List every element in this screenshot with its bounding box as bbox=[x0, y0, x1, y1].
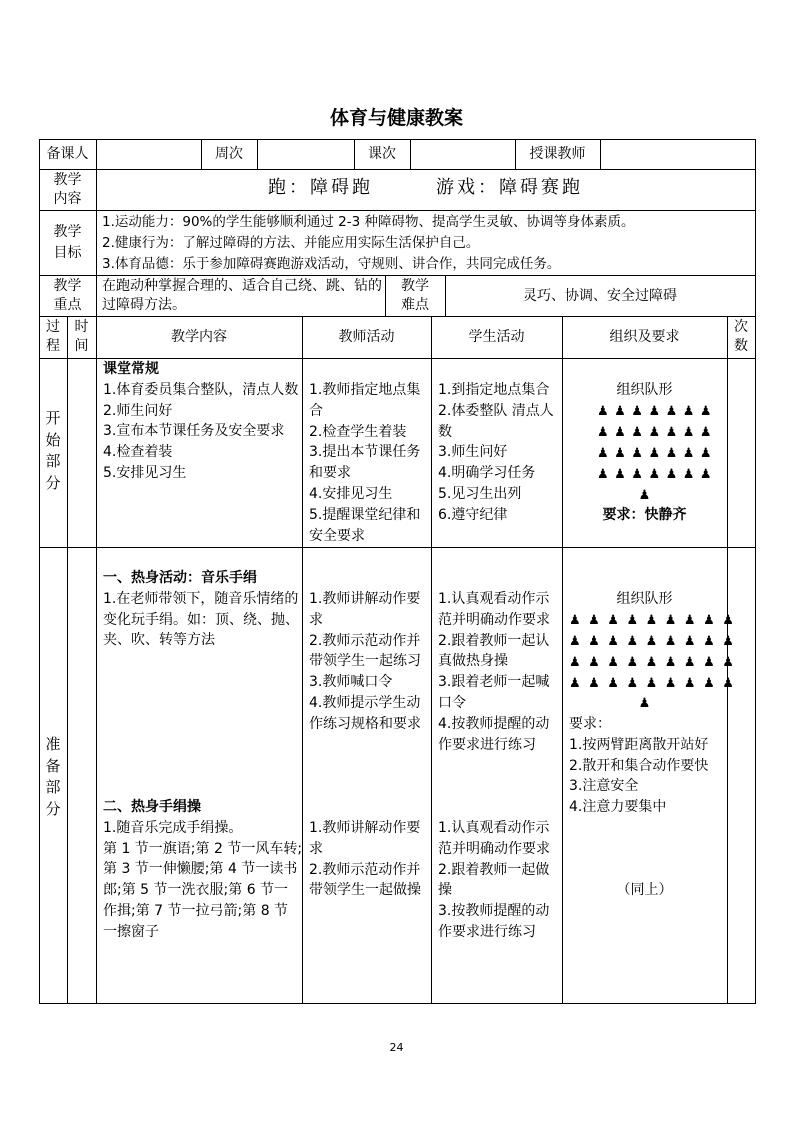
col-count: 次 数 bbox=[734, 319, 748, 354]
teacher-label: 授课教师 bbox=[529, 146, 586, 162]
key-label: 教学 重点 bbox=[53, 278, 82, 313]
lesson-label: 课次 bbox=[368, 146, 396, 162]
section2-part2-content: 二、热身手绢操 1.随音乐完成手绢操。 第 1 节一旗语;第 2 节一风车转; 第 3 节一伸懒腰;第 4 节一读书 郎;第 5 节一洗衣服;第 6 节一 作揖;第 7 节一拉弓箭;第 8 节 一擦窗子 bbox=[103, 799, 303, 940]
section2-formation bbox=[569, 610, 741, 694]
goal-item: 2.健康行为：了解过障碍的方法、并能应用实际生活保护自己。 bbox=[102, 234, 480, 251]
part1-title: 一、热身活动：音乐手绢 bbox=[103, 570, 257, 586]
formation-row: ♟♟♟♟♟♟♟ bbox=[597, 425, 718, 440]
formation-row: ♟♟♟♟♟♟♟ bbox=[597, 446, 718, 461]
goals-label: 教学 目标 bbox=[53, 224, 82, 261]
section2-label: 准 备 部 分 bbox=[45, 735, 61, 818]
col-student: 学生活动 bbox=[468, 329, 525, 345]
section2-part2-org: （同上） bbox=[616, 882, 673, 898]
part2-title: 二、热身手绢操 bbox=[103, 799, 201, 815]
content-value: 跑：障碍跑 游戏：障碍赛跑 bbox=[268, 177, 583, 198]
section1-student: 1.到指定地点集合 2.体委整队 清点人 数 3.师生问好 4.明确学习任务 5.见习生出列 6.遵守纪律 bbox=[438, 382, 554, 523]
formation-row: ♟♟♟♟♟♟♟♟♟ bbox=[569, 634, 742, 649]
section2-part1-student: 1.认真观看动作示 范并明确动作要求 2.跟着教师一起认 真做热身操 3.跟着老师一起喊 口令 4.按教师提醒的动 作要求进行练习 bbox=[438, 591, 550, 753]
section1-content: 课堂常规 1.体育委员集合整队，清点人数 2.师生问好 3.宣布本节课任务及安全要求 4.检查着装 5.安排见习生 bbox=[103, 361, 299, 481]
content-label: 教学 内容 bbox=[53, 172, 82, 207]
col-content: 教学内容 bbox=[171, 329, 227, 345]
week-label: 周次 bbox=[215, 146, 243, 162]
page-number: 24 bbox=[389, 1041, 404, 1054]
key-value: 在跑动种掌握合理的、适合自己绕、跳、钻的 过障碍方法。 bbox=[102, 278, 382, 313]
col-time: 时 间 bbox=[74, 319, 89, 354]
section1-label: 开 始 部 分 bbox=[45, 409, 61, 492]
prep-label: 备课人 bbox=[46, 146, 89, 162]
section2-part1-teacher: 1.教师讲解动作要 求 2.教师示范动作并 带领学生一起练习 3.教师喊口令 4.教师提示学生动 作练习规格和要求 bbox=[309, 591, 421, 732]
section2-org-title: 组织队形 bbox=[616, 591, 673, 607]
section1-org-req: 要求：快静齐 bbox=[602, 507, 687, 523]
section2-part2-student: 1.认真观看动作示 范并明确动作要求 2.跟着教师一起做 操 3.按教师提醒的动 作要求进行练习 bbox=[438, 820, 550, 940]
goal-item: 3.体育品德：乐于参加障碍赛跑游戏活动，守规则、讲合作，共同完成任务。 bbox=[102, 255, 561, 272]
formation-row: ♟♟♟♟♟♟♟♟♟ bbox=[569, 676, 742, 691]
difficulty-value: 灵巧、协调、安全过障碍 bbox=[523, 288, 677, 304]
col-process: 过 程 bbox=[46, 319, 60, 354]
section2-leader-icon: ♟ bbox=[638, 696, 651, 711]
section1-leader-icon: ♟ bbox=[638, 488, 651, 503]
formation-row: ♟♟♟♟♟♟♟♟♟ bbox=[569, 655, 742, 670]
formation-row: ♟♟♟♟♟♟♟ bbox=[597, 404, 718, 419]
formation-row: ♟♟♟♟♟♟♟♟♟ bbox=[569, 613, 742, 628]
section1-content-title: 课堂常规 bbox=[103, 361, 159, 377]
section2-org-req: 要求： 1.按两臂距离散开站好 2.散开和集合动作要快 3.注意安全 4.注意力要集中 bbox=[569, 716, 709, 816]
section1-teacher: 1.教师指定地点集 合 2.检查学生着装 3.提出本节课任务 和要求 4.安排见习生 5.提醒课堂纪律和 安全要求 bbox=[309, 382, 421, 544]
goals-list bbox=[102, 212, 635, 274]
formation-row: ♟♟♟♟♟♟♟ bbox=[597, 467, 718, 482]
section1-formation bbox=[597, 401, 717, 485]
goal-item: 1.运动能力：90%的学生能够顺利通过 2-3 种障碍物、提高学生灵敏、协调等身体素质。 bbox=[102, 214, 635, 230]
difficulty-label: 教学 难点 bbox=[401, 278, 429, 313]
section1-org-title: 组织队形 bbox=[616, 382, 673, 398]
col-teacher: 教师活动 bbox=[338, 329, 395, 345]
col-org: 组织及要求 bbox=[609, 329, 680, 345]
section2-part1-content: 一、热身活动：音乐手绢 1.在老师带领下，随音乐情绪的 变化玩手绢。如：顶、绕、抛、 夹、吹、转等方法 bbox=[103, 570, 299, 649]
document-title: 体育与健康教案 bbox=[329, 107, 463, 129]
section2-part2-teacher: 1.教师讲解动作要 求 2.教师示范动作并 带领学生一起做操 bbox=[309, 820, 421, 899]
